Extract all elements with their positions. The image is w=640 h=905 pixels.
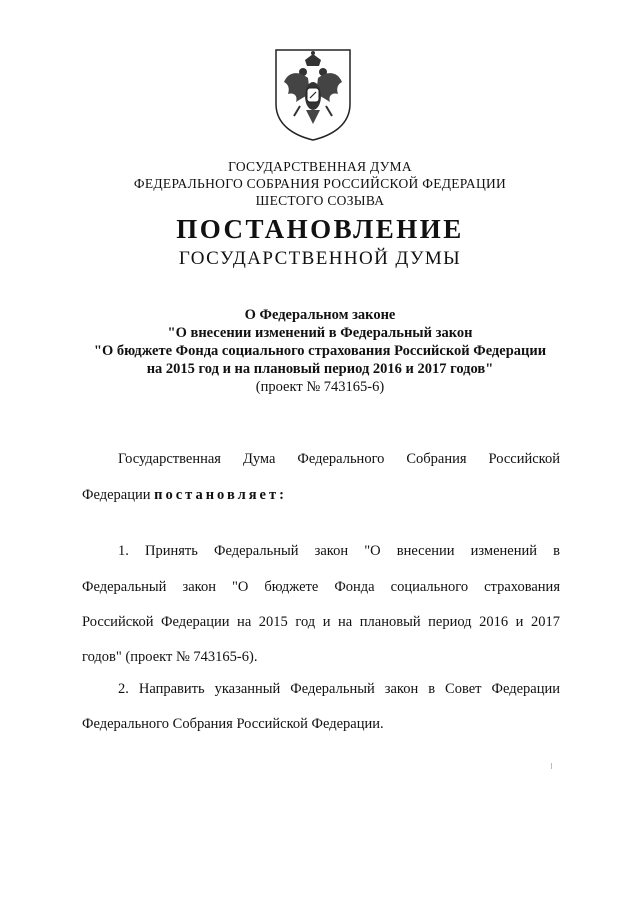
project-number: (проект № 743165-6) [255, 379, 385, 395]
org-name-line-1: ГОСУДАРСТВЕННАЯ ДУМА [228, 159, 412, 174]
convocation-line: ШЕСТОГО СОЗЫВА [255, 193, 385, 208]
item-1-line-4: годов" (проект № 743165-6). [82, 649, 258, 665]
preamble-text: Федерации [82, 487, 155, 503]
item-2-line-1: 2. Направить указанный Федеральный закон в Совет Федерации [118, 681, 560, 697]
item-1-line-1: 1. Принять Федеральный закон "О внесении изменений в [118, 543, 560, 559]
subject-line-3: "О бюджете Фонда социального страхования Российской Федерации [93, 343, 547, 359]
subject-line-4: на 2015 год и на плановый период 2016 и 2017 годов" [146, 361, 494, 377]
subject-line-2: "О внесении изменений в Федеральный закон [167, 325, 473, 341]
document-subtitle: ГОСУДАРСТВЕННОЙ ДУМЫ [178, 248, 462, 269]
item-2-line-2: Федерального Собрания Российской Федерации. [82, 716, 384, 732]
preamble-line-1: Государственная Дума Федерального Собрания Российской [118, 451, 560, 467]
scan-mark [551, 763, 552, 769]
item-1-line-3: Российской Федерации на 2015 год и на плановый период 2016 и 2017 [82, 614, 560, 630]
resolves-word: постановляет: [154, 487, 287, 503]
document-title: ПОСТАНОВЛЕНИЕ [176, 214, 464, 244]
preamble-line-2 [82, 486, 560, 504]
coat-of-arms-icon [270, 46, 356, 142]
org-name-line-2: ФЕДЕРАЛЬНОГО СОБРАНИЯ РОССИЙСКОЙ ФЕДЕРАЦИИ [133, 176, 507, 191]
item-1-line-2: Федеральный закон "О бюджете Фонда социального страхования [82, 579, 560, 595]
subject-line-1: О Федеральном законе [244, 307, 396, 323]
